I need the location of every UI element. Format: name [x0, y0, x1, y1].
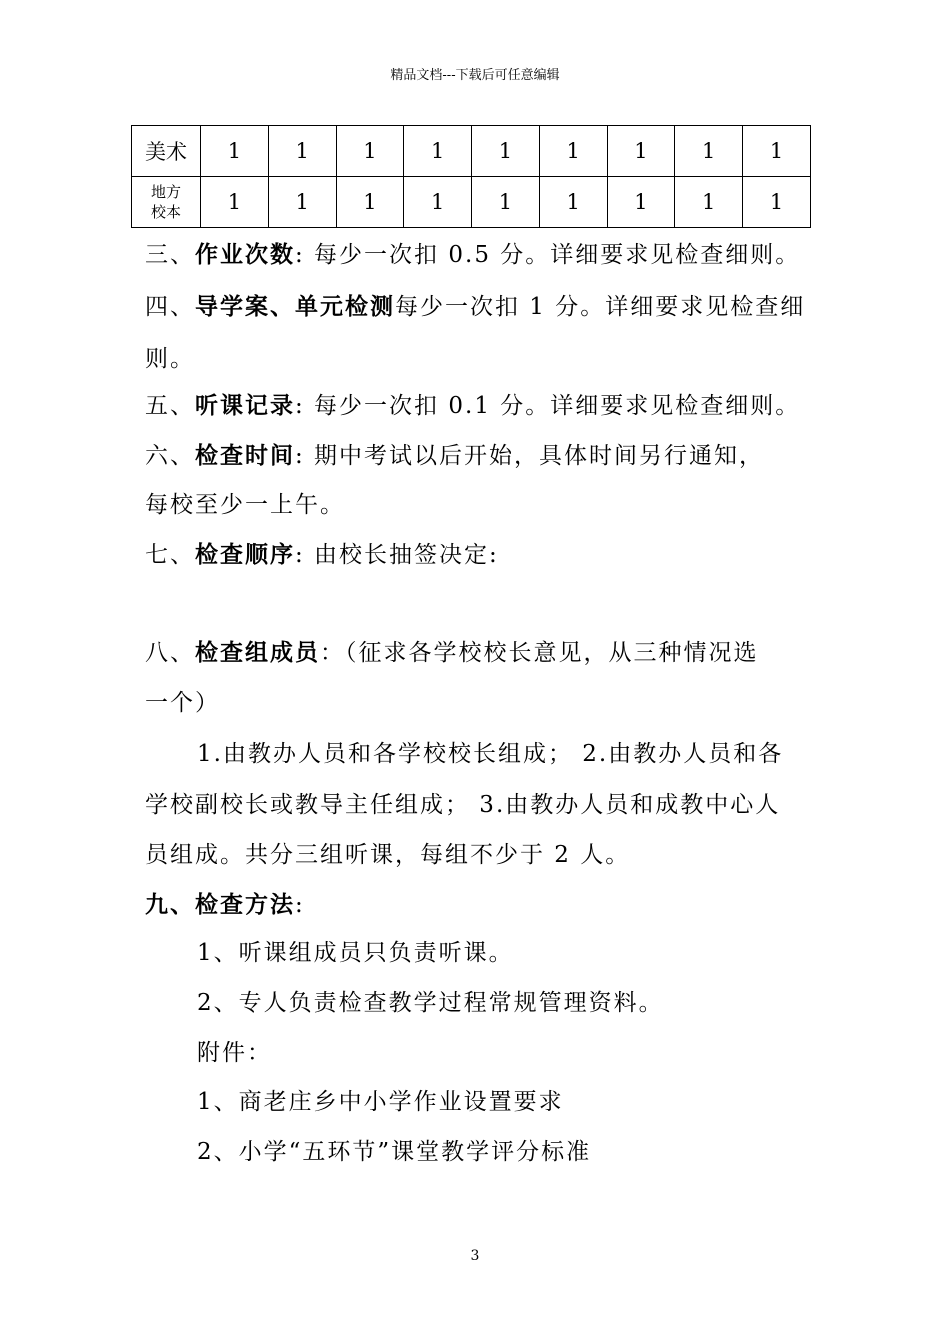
table-cell: 1 — [201, 126, 269, 177]
section-number: 九、 — [145, 892, 195, 918]
table-cell: 1 — [268, 126, 336, 177]
section-text: ：（征求各学校校长意见，从三种情况选 — [320, 640, 759, 666]
section-number: 六、 — [145, 443, 195, 469]
section-title: 检查时间 — [195, 443, 295, 469]
section-8 — [145, 634, 759, 667]
table-cell: 1 — [201, 177, 269, 228]
section-number: 五、 — [145, 393, 195, 419]
section-9 — [145, 886, 305, 919]
list-item: 2、小学“五环节”课堂教学评分标准 — [197, 1139, 592, 1165]
section-5 — [145, 387, 800, 420]
section-3 — [145, 236, 800, 269]
section-8-detail-line: 员组成。共分三组听课，每组不少于 2 人。 — [145, 842, 631, 868]
row-label-line: 校本 — [150, 203, 181, 221]
table-cell: 1 — [675, 126, 743, 177]
list-item: 1、听课组成员只负责听课。 — [197, 940, 514, 966]
table-cell: 1 — [404, 126, 472, 177]
section-text: 每少一次扣 1 分。详细要求见检查细 — [395, 294, 806, 320]
section-title: 作业次数 — [195, 242, 295, 268]
section-text: : 期中考试以后开始，具体时间另行通知， — [295, 443, 765, 469]
section-8-detail-line: 1.由教办人员和各学校校长组成； 2.由教办人员和各 — [197, 741, 784, 767]
section-number: 四、 — [145, 294, 195, 320]
list-item: 2、专人负责检查教学过程常规管理资料。 — [197, 990, 664, 1016]
table-cell: 1 — [607, 126, 675, 177]
section-title: 检查方法 — [195, 892, 295, 918]
row-label-line: 地方 — [150, 183, 181, 201]
section-7 — [145, 536, 499, 569]
section-8-detail-line: 学校副校长或教导主任组成； 3.由教办人员和成教中心人 — [145, 792, 781, 818]
section-number: 八、 — [145, 640, 195, 666]
table-cell: 1 — [336, 177, 404, 228]
section-number: 三、 — [145, 242, 195, 268]
table-cell: 1 — [268, 177, 336, 228]
table-cell: 1 — [607, 177, 675, 228]
table-cell: 1 — [336, 126, 404, 177]
table-cell: 1 — [743, 177, 811, 228]
row-label — [132, 177, 201, 228]
table-cell: 1 — [675, 177, 743, 228]
section-text: : 由校长抽签决定: — [295, 542, 499, 568]
attachment-label: 附件： — [197, 1040, 272, 1066]
table-cell: 1 — [472, 177, 540, 228]
section-text: : 每少一次扣 0.1 分。详细要求见检查细则。 — [295, 393, 801, 419]
row-label: 美术 — [132, 126, 201, 177]
section-8-cont: 一个） — [145, 690, 220, 716]
table-row — [132, 177, 811, 228]
section-title: 听课记录 — [195, 393, 295, 419]
section-text: : — [295, 892, 305, 918]
section-6-cont: 每校至少一上午。 — [145, 492, 345, 518]
section-number: 七、 — [145, 542, 195, 568]
score-table — [131, 125, 811, 228]
section-4-cont: 则。 — [145, 346, 195, 372]
table-cell: 1 — [472, 126, 540, 177]
table-cell: 1 — [743, 126, 811, 177]
list-item: 1、商老庄乡中小学作业设置要求 — [197, 1089, 564, 1115]
page-number: 3 — [470, 1248, 480, 1264]
table-cell: 1 — [539, 177, 607, 228]
section-4 — [145, 288, 805, 321]
table-cell: 1 — [539, 126, 607, 177]
section-title: 检查组成员 — [195, 640, 320, 666]
table-cell: 1 — [404, 177, 472, 228]
section-text: : 每少一次扣 0.5 分。详细要求见检查细则。 — [295, 242, 801, 268]
section-title: 检查顺序 — [195, 542, 295, 568]
page-header: 精品文档---下载后可任意编辑 — [390, 68, 560, 83]
section-6 — [145, 437, 764, 470]
table-row — [132, 126, 811, 177]
section-title: 导学案、单元检测 — [195, 294, 395, 320]
